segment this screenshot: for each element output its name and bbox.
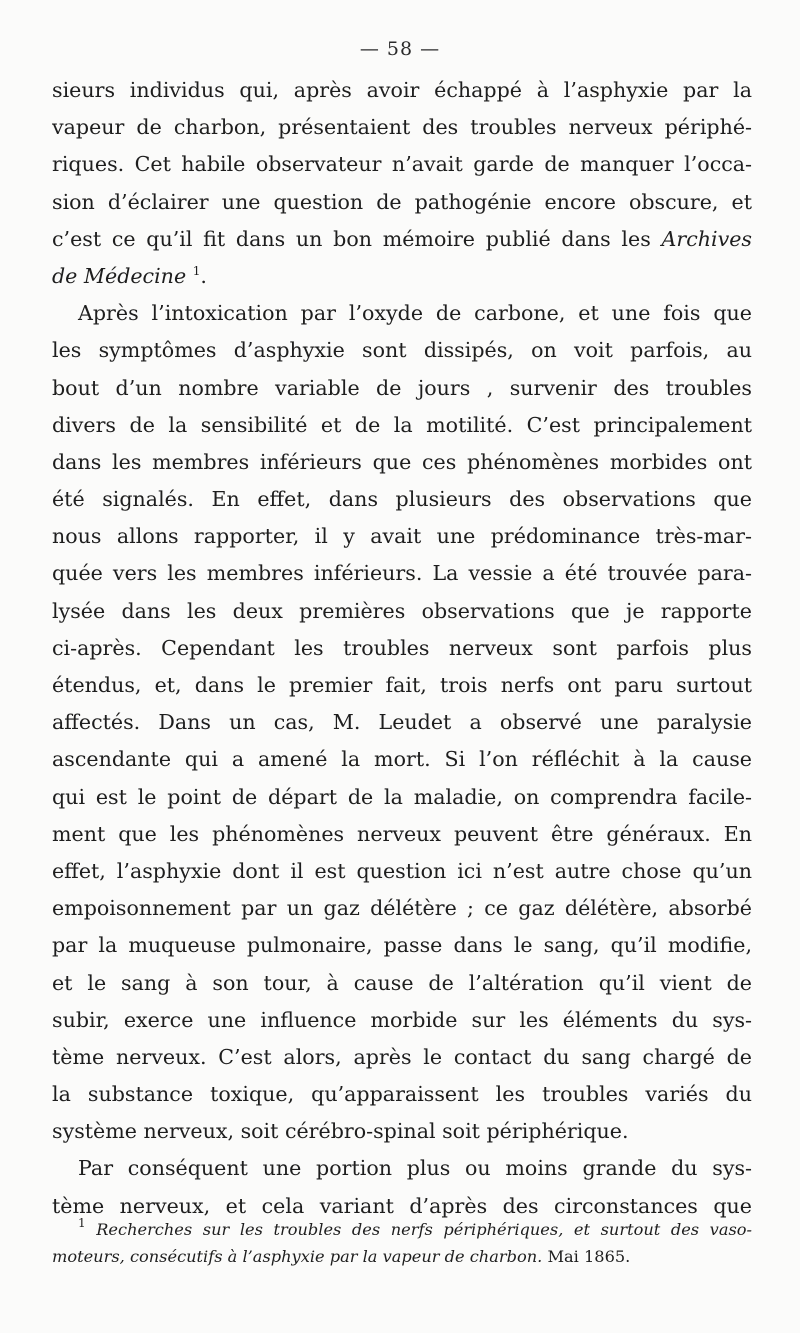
text-line: étendus, et, dans le premier fait, trois nerfs ont paru surtout — [52, 673, 752, 697]
text-line: subir, exerce une influence morbide sur les éléments du sys- — [52, 1007, 752, 1032]
footnote-line — [52, 1243, 752, 1270]
text-line: tème nerveux. C’est alors, après le contact du sang chargé de — [52, 1044, 752, 1069]
text-line: nous allons rapporter, il y avait une prédominance très-mar- — [52, 524, 752, 549]
footnote-title: Recherches sur les troubles des nerfs périphériques, et surtout des vaso- — [96, 1220, 752, 1239]
footnote-date: Mai 1865. — [542, 1247, 631, 1266]
footnote-line — [52, 1216, 752, 1243]
text-line-with-citation — [52, 221, 752, 258]
text-line: riques. Cet habile observateur n’avait garde de manquer l’occa- — [52, 152, 752, 177]
text-line: la substance toxique, qu’apparaissent les troubles variés du — [52, 1082, 752, 1107]
text-fragment: . — [200, 263, 207, 288]
text-line: ascendante qui a amené la mort. Si l’on réfléchit à la cause — [52, 747, 752, 772]
text-line: sion d’éclairer une question de pathogénie encore obscure, et — [52, 189, 752, 214]
text-line: sieurs individus qui, après avoir échappé à l’asphyxie par la — [52, 78, 752, 102]
text-fragment: c’est ce qu’il fit dans un bon mémoire publié dans les — [52, 226, 662, 251]
text-line: quée vers les membres inférieurs. La vessie a été trouvée para- — [52, 561, 752, 586]
footnote — [52, 1216, 752, 1270]
text-line: affectés. Dans un cas, M. Leudet a observé une paralysie — [52, 710, 752, 735]
text-line: qui est le point de départ de la maladie, on comprendra facile- — [52, 784, 752, 809]
journal-title-continued: de Médecine — [52, 263, 187, 288]
footnote-marker: 1 — [78, 1216, 86, 1230]
page-number: — 58 — — [359, 38, 441, 60]
text-line: bout d’un nombre variable de jours , survenir des troubles — [52, 375, 752, 400]
text-line: les symptômes d’asphyxie sont dissipés, on voit parfois, au — [52, 338, 752, 363]
text-line: ci-après. Cependant les troubles nerveux sont parfois plus — [52, 635, 752, 660]
paragraph-start-line: Par conséquent une portion plus ou moins grande du sys- — [78, 1156, 752, 1181]
text-line: par la muqueuse pulmonaire, passe dans le sang, qu’il modifie, — [52, 933, 752, 958]
paragraph-start-line: Après l’intoxication par l’oxyde de carbone, et une fois que — [78, 301, 752, 326]
footnote-reference[interactable]: 1 — [192, 263, 201, 278]
text-line: effet, l’asphyxie dont il est question ici n’est autre chose qu’un — [52, 858, 752, 883]
footnote-title-continued: moteurs, consécutifs à l’asphyxie par la vapeur de charbon. — [52, 1247, 543, 1266]
journal-title: Archives — [661, 226, 752, 251]
text-line: tème nerveux, et cela variant d’après des circonstances que — [52, 1193, 752, 1218]
text-line: système nerveux, soit cérébro-spinal soit périphérique. — [52, 1119, 629, 1144]
text-line: été signalés. En effet, dans plusieurs des observations que — [52, 487, 752, 512]
text-line: lysée dans les deux premières observations que je rapporte — [52, 598, 752, 623]
text-line: vapeur de charbon, présentaient des troubles nerveux périphé- — [52, 115, 752, 140]
text-line: ment que les phénomènes nerveux peuvent être généraux. En — [52, 821, 752, 846]
text-line: empoisonnement par un gaz délétère ; ce gaz délétère, absorbé — [52, 896, 752, 921]
text-line: dans les membres inférieurs que ces phénomènes morbides ont — [52, 449, 752, 474]
text-line: divers de la sensibilité et de la motilité. C’est principalement — [52, 412, 752, 437]
text-line-with-citation — [52, 258, 752, 295]
body-text — [52, 72, 752, 1225]
text-line: et le sang à son tour, à cause de l’altération qu’il vient de — [52, 970, 752, 995]
